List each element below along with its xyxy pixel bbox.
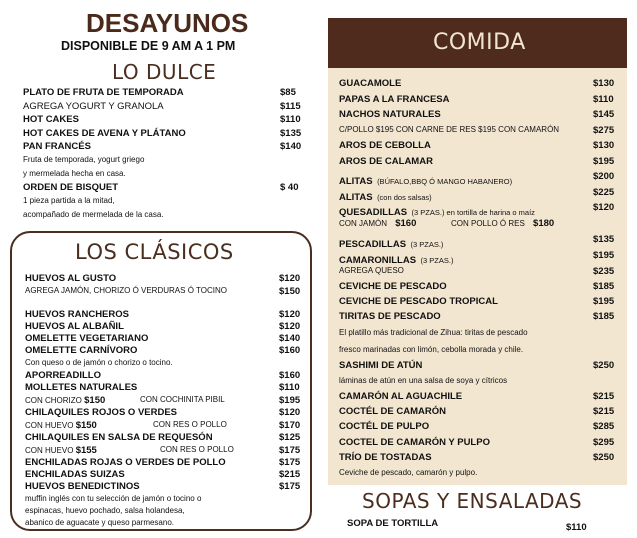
menu-item-price: $275	[593, 125, 615, 136]
item-label: QUESADILLAS	[339, 207, 408, 218]
menu-item-option: AGREGA JAMÓN, CHORIZO Ó VERDURAS Ó TOCINO	[25, 286, 227, 295]
menu-item-description: Con queso o de jamón o chorizo o tocino.	[25, 358, 173, 367]
menu-item-price: $85	[280, 87, 296, 98]
menu-item-price: $295	[593, 437, 615, 448]
menu-item-price: $175	[279, 481, 301, 492]
menu-item-name: NACHOS NATURALES	[339, 109, 441, 120]
menu-item-name: TRÍO DE TOSTADAS	[339, 452, 432, 463]
item-label: ALITAS	[339, 176, 373, 187]
menu-item-name: OMELETTE CARNÍVORO	[25, 345, 138, 356]
option-price: $150	[84, 395, 106, 406]
item-label: CAMARONILLAS	[339, 255, 417, 266]
menu-item-option: C/POLLO $195 CON CARNE DE RES $195 CON CAMARÓN	[339, 125, 560, 134]
menu-item-price: $215	[593, 406, 615, 417]
menu-item-price: $175	[279, 445, 301, 456]
menu-item-name: HUEVOS AL ALBAÑIL	[25, 321, 124, 332]
menu-item-price: $125	[279, 432, 301, 443]
item-note: (3 PZAS.) en tortilla de harina o maíz	[411, 208, 535, 217]
menu-item-price: $160	[279, 370, 301, 381]
menu-item-description: acompañado de mermelada de la casa.	[23, 210, 164, 219]
option-label: CON HUEVO	[25, 421, 74, 430]
menu-item-description: El platillo más tradicional de Zihua: tiritas de pescado	[339, 328, 528, 337]
option-label: CON JAMÓN	[339, 219, 387, 228]
menu-item-name: CEVICHE DE PESCADO TROPICAL	[339, 296, 498, 307]
sopas-title: SOPAS Y ENSALADAS	[362, 489, 583, 513]
menu-item-name: TIRITAS DE PESCADO	[339, 311, 441, 322]
menu-item-description: 1 pieza partida a la mitad,	[23, 196, 115, 205]
menu-item-name: SOPA DE TORTILLA	[347, 518, 439, 529]
menu-item-name: HOT CAKES	[23, 114, 79, 125]
desayunos-title: DESAYUNOS	[86, 8, 249, 38]
menu-item-description: fresco marinadas con limón, cebolla morada y chile.	[339, 345, 524, 354]
menu-item-price: $120	[279, 321, 301, 332]
menu-item-option: CON RES O POLLO	[160, 445, 234, 454]
menu-item-price: $195	[593, 296, 615, 307]
menu-item-name: MOLLETES NATURALES	[25, 382, 138, 393]
menu-item-price: $170	[279, 420, 301, 431]
menu-item-price: $145	[593, 109, 615, 120]
menu-item-name: ENCHILADAS SUIZAS	[25, 469, 125, 480]
menu-item-option	[25, 395, 105, 406]
option-label: CON CHORIZO	[25, 396, 82, 405]
menu-item-name: PAN FRANCÉS	[23, 141, 91, 152]
item-note: (3 PZAS.)	[410, 240, 444, 249]
menu-item-price: $ 40	[280, 182, 299, 193]
menu-item-price: $185	[593, 311, 615, 322]
menu-item-price: $175	[279, 457, 301, 468]
menu-item-name: CEVICHE DE PESCADO	[339, 281, 447, 292]
comida-title: COMIDA	[433, 30, 526, 55]
menu-item-price: $215	[279, 469, 301, 480]
menu-item-name: HUEVOS RANCHEROS	[25, 309, 129, 320]
menu-item-price: $120	[279, 309, 301, 320]
menu-item-name: COCTÉL DE PULPO	[339, 421, 430, 432]
menu-item-price: $250	[593, 452, 615, 463]
menu-item-name: CAMARÓN AL AGUACHILE	[339, 391, 463, 402]
menu-item-option	[451, 218, 554, 229]
menu-item-name: HUEVOS BENEDICTINOS	[25, 481, 140, 492]
menu-item-description: muffin inglés con tu selección de jamón o tocino o	[25, 494, 202, 503]
item-label: ALITAS	[339, 192, 373, 203]
option-label: CON POLLO Ó RES	[451, 219, 525, 228]
item-note: (3 PZAS.)	[420, 256, 454, 265]
menu-item-name: PAPAS A LA FRANCESA	[339, 94, 450, 105]
menu-item-price: $185	[593, 281, 615, 292]
menu-item-description: y mermelada hecha en casa.	[23, 169, 126, 178]
menu-item-price: $110	[279, 382, 300, 393]
menu-item-description: láminas de atún en una salsa de soya y cítricos	[339, 376, 508, 385]
menu-item-price: $215	[593, 391, 615, 402]
menu-item-price: $115	[280, 101, 301, 112]
menu-item-name: COCTEL DE CAMARÓN Y PULPO	[339, 437, 490, 448]
menu-item-price: $200	[593, 171, 615, 182]
option-price: $150	[75, 420, 97, 431]
menu-item-price: $140	[279, 333, 301, 344]
menu-item-name: CHILAQUILES EN SALSA DE REQUESÓN	[25, 432, 213, 443]
menu-item-name: GUACAMOLE	[339, 78, 402, 89]
menu-item-price: $195	[593, 250, 615, 261]
menu-item-name: HUEVOS AL GUSTO	[25, 273, 117, 284]
item-label: PESCADILLAS	[339, 239, 407, 250]
menu-item-name: COCTÉL DE CAMARÓN	[339, 406, 446, 417]
menu-item-option: CON RES O POLLO	[153, 420, 227, 429]
menu-item-description: abanico de aguacate y queso parmesano.	[25, 518, 174, 527]
menu-item-name: AROS DE CALAMAR	[339, 156, 433, 167]
menu-item-price: $195	[593, 156, 615, 167]
menu-item-price: $140	[280, 141, 302, 152]
menu-item-description: espinacas, huevo pochado, salsa holandesa,	[25, 506, 185, 515]
menu-item-option	[339, 218, 416, 229]
menu-item-name: APORREADILLO	[25, 370, 101, 381]
menu-item-name: AROS DE CEBOLLA	[339, 140, 431, 151]
menu-item-description: Ceviche de pescado, camarón y pulpo.	[339, 468, 478, 477]
menu-item-option	[25, 445, 97, 456]
menu-item-description: Fruta de temporada, yogurt griego	[23, 155, 145, 164]
menu-item-name: OMELETTE VEGETARIANO	[25, 333, 149, 344]
option-price: $160	[395, 218, 417, 229]
menu-item-price: $120	[593, 202, 615, 213]
menu-item-option: CON COCHINITA PIBIL	[140, 395, 225, 404]
menu-item-price: $195	[279, 395, 301, 406]
clasicos-title: LOS CLÁSICOS	[75, 240, 234, 264]
menu-item-name: ENCHILADAS ROJAS O VERDES DE POLLO	[25, 457, 226, 468]
menu-item-price: $150	[279, 286, 301, 297]
menu-item-name: ORDEN DE BISQUET	[23, 182, 119, 193]
menu-item-price: $135	[593, 234, 615, 245]
option-label: CON HUEVO	[25, 446, 74, 455]
menu-item-price: $110	[280, 114, 301, 125]
item-note: (BÚFALO,BBQ Ó MANGO HABANERO)	[377, 177, 513, 186]
menu-item-price: $285	[593, 421, 615, 432]
menu-item-price: $250	[593, 360, 615, 371]
menu-item-price: $120	[279, 407, 301, 418]
menu-item-name: CHILAQUILES ROJOS O VERDES	[25, 407, 178, 418]
menu-item-price: $120	[279, 273, 301, 284]
menu-item-price: $160	[279, 345, 301, 356]
option-price: $155	[75, 445, 97, 456]
option-price: $180	[533, 218, 555, 229]
menu-item-price: $135	[280, 128, 302, 139]
desayunos-subtitle: DISPONIBLE DE 9 AM A 1 PM	[61, 39, 236, 53]
menu-item-price: $110	[566, 522, 587, 533]
menu-item-price: $225	[593, 187, 615, 198]
menu-item-name: AGREGA YOGURT Y GRANOLA	[23, 101, 164, 112]
lo-dulce-title: LO DULCE	[112, 60, 217, 84]
item-note: (con dos salsas)	[377, 193, 432, 202]
menu-item-price: $110	[593, 94, 614, 105]
menu-item-price: $130	[593, 140, 615, 151]
menu-item-name: SASHIMI DE ATÚN	[339, 360, 423, 371]
menu-item-name: PLATO DE FRUTA DE TEMPORADA	[23, 87, 184, 98]
menu-item-option	[25, 420, 97, 431]
menu-item-price: $235	[593, 266, 615, 277]
menu-item-name: HOT CAKES DE AVENA Y PLÁTANO	[23, 128, 186, 139]
menu-item-option: AGREGA QUESO	[339, 266, 404, 275]
menu-item-price: $130	[593, 78, 615, 89]
